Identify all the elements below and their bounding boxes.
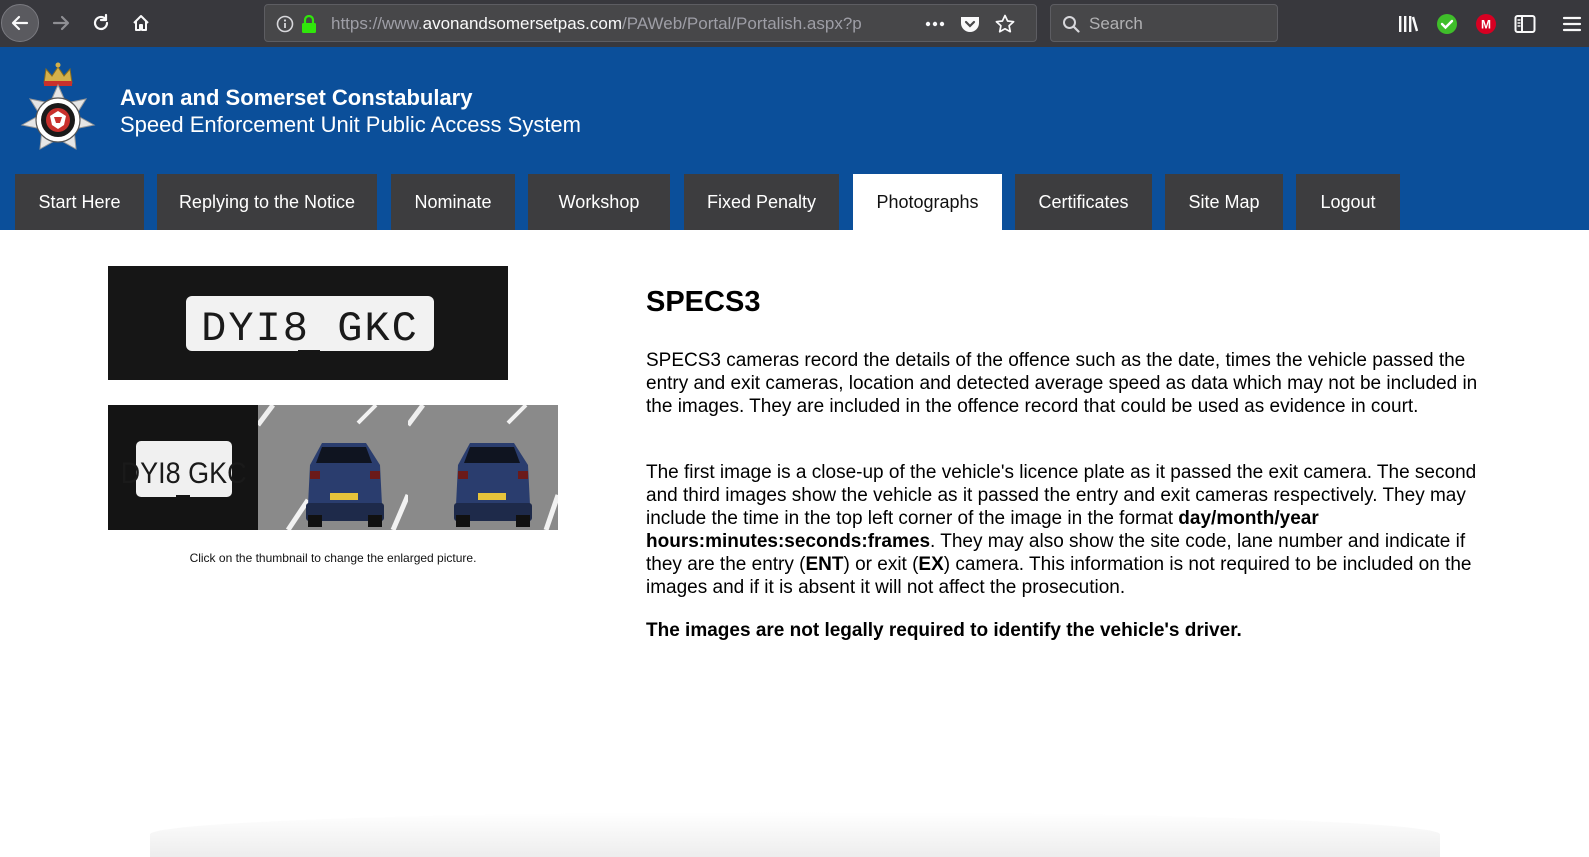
images-description-part3: ) or exit ( bbox=[843, 554, 919, 575]
time-format: day/month/year hours:minutes:seconds:frames bbox=[646, 508, 1319, 552]
enlarged-plate-text: DYI8 GKC bbox=[201, 305, 419, 353]
tab-fixed-penalty[interactable]: Fixed Penalty bbox=[684, 174, 839, 230]
tab-replying-to-the-notice[interactable]: Replying to the Notice bbox=[157, 174, 377, 230]
tab-logout[interactable]: Logout bbox=[1296, 174, 1400, 230]
tab-certificates[interactable]: Certificates bbox=[1015, 174, 1152, 230]
check-extension-icon[interactable] bbox=[1435, 12, 1459, 36]
url-path: /PAWeb/Portal/Portalish.aspx?p bbox=[622, 14, 862, 33]
reload-icon bbox=[91, 13, 111, 33]
back-button[interactable] bbox=[1, 4, 39, 42]
reload-button[interactable] bbox=[82, 4, 120, 42]
thumbnail-strip bbox=[108, 405, 558, 530]
site-header bbox=[0, 47, 1589, 230]
home-button[interactable] bbox=[122, 4, 160, 42]
police-crest-logo bbox=[14, 59, 102, 163]
sidebar-icon[interactable] bbox=[1513, 12, 1537, 36]
tab-site-map[interactable]: Site Map bbox=[1165, 174, 1283, 230]
forward-button[interactable] bbox=[42, 4, 80, 42]
home-icon bbox=[131, 13, 151, 33]
thumbnail-plate-text: DYI8 GKC bbox=[120, 456, 247, 491]
images-description-part4: ) camera. This information is not required to be included on the images and if it is absent it will not affect the prosecution. bbox=[646, 554, 1472, 598]
images-description-part1: The first image is a close-up of the vehicle's licence plate as it passed the exit camera. The second and third images show the vehicle as it passed the entry and exit cameras respectively. They may include the time in the top left corner of the image in the format bbox=[646, 462, 1477, 529]
entry-code: ENT bbox=[805, 554, 844, 575]
enlarged-photo bbox=[108, 266, 508, 380]
url-prefix: https://www. bbox=[331, 14, 423, 33]
more-icon[interactable] bbox=[925, 14, 945, 34]
m-extension-icon[interactable] bbox=[1474, 12, 1498, 36]
library-icon[interactable] bbox=[1397, 12, 1421, 36]
star-icon[interactable] bbox=[995, 14, 1015, 34]
url-bar[interactable] bbox=[264, 4, 1037, 42]
thumbnail-plate[interactable] bbox=[108, 405, 258, 530]
info-icon[interactable] bbox=[275, 14, 295, 34]
search-icon bbox=[1061, 14, 1081, 34]
page-heading: SPECS3 bbox=[646, 286, 761, 318]
pocket-icon[interactable] bbox=[960, 14, 980, 34]
images-description bbox=[646, 461, 1496, 599]
svg-text:M: M bbox=[1481, 17, 1491, 32]
legal-notice: The images are not legally required to identify the vehicle's driver. bbox=[646, 620, 1242, 641]
tab-photographs[interactable]: Photographs bbox=[853, 174, 1002, 230]
url-text bbox=[331, 14, 891, 34]
tab-start-here[interactable]: Start Here bbox=[15, 174, 144, 230]
site-subtitle: Speed Enforcement Unit Public Access System bbox=[120, 112, 581, 137]
search-bar[interactable] bbox=[1050, 4, 1278, 42]
tab-nominate[interactable]: Nominate bbox=[391, 174, 515, 230]
browser-toolbar bbox=[0, 0, 1589, 47]
thumbnail-entry-camera[interactable] bbox=[258, 405, 408, 530]
tab-workshop[interactable]: Workshop bbox=[528, 174, 670, 230]
bottom-shadow bbox=[150, 812, 1440, 857]
back-icon bbox=[10, 13, 30, 33]
menu-icon[interactable] bbox=[1560, 12, 1584, 36]
specs3-description: SPECS3 cameras record the details of the offence such as the date, times the vehicle passed the entry and exit cameras, location and detected average speed as data which may not be included in the images. They are included in the offence record that could be used as evidence in court. bbox=[646, 350, 1478, 417]
search-placeholder: Search bbox=[1089, 14, 1143, 33]
images-description-part2: . They may also show the site code, lane number and indicate if they are the entry ( bbox=[646, 531, 1466, 575]
exit-code: EX bbox=[918, 554, 944, 575]
url-host: avonandsomersetpas.com bbox=[422, 14, 623, 33]
site-title: Avon and Somerset Constabulary bbox=[120, 85, 473, 110]
thumbnail-exit-camera[interactable] bbox=[408, 405, 558, 530]
forward-icon bbox=[51, 13, 71, 33]
thumbnail-caption: Click on the thumbnail to change the enlarged picture. bbox=[189, 551, 477, 565]
lock-icon bbox=[299, 14, 319, 34]
